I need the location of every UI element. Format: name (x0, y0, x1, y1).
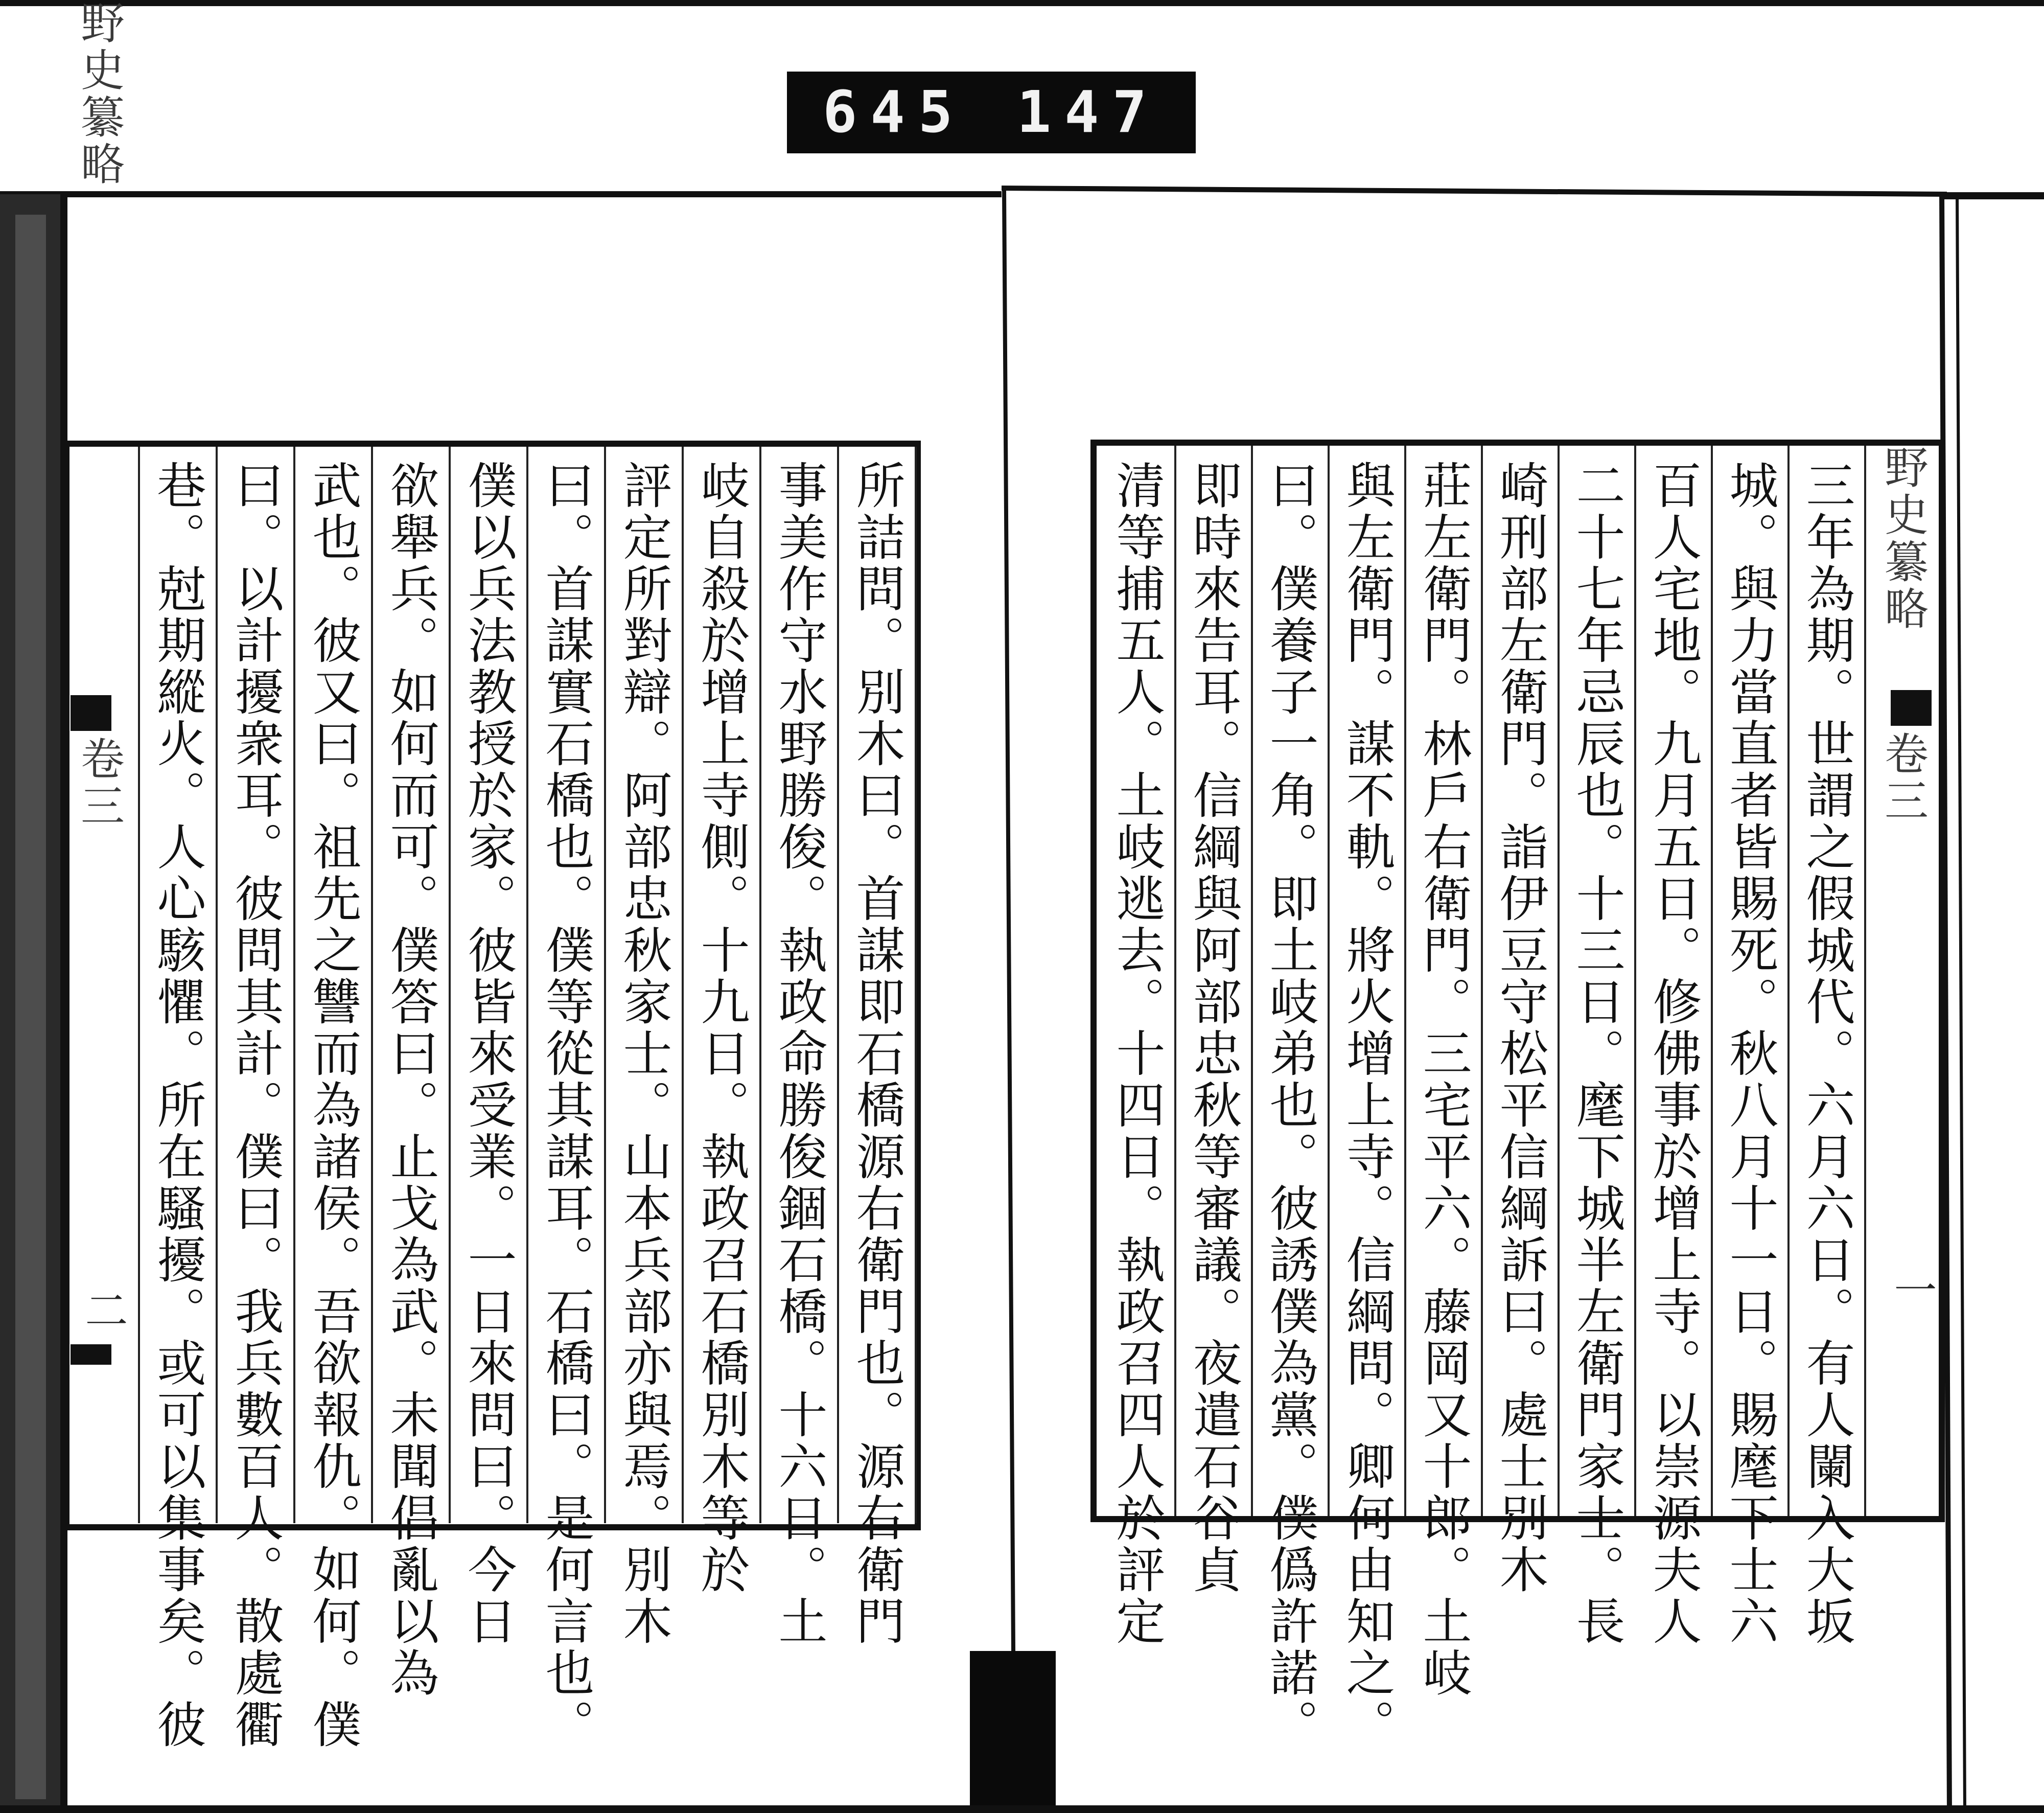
left-page-folio: 二 (78, 1288, 128, 1331)
right-page-folio: 一 (1887, 1268, 1937, 1311)
text-column: 與左衛門。謀不軌。將火增上寺。信綱問。卿何由知之。 (1338, 460, 1396, 1751)
text-column: 評定所對辯。阿部忠秋家士。山本兵部亦與焉。別木 (615, 460, 672, 1647)
text-column: 曰。首謀實石橋也。僕等從其謀耳。石橋曰。是何言也。 (538, 460, 595, 1751)
text-column: 事美作守水野勝俊。執政命勝俊錮石橋。十六日。土 (771, 460, 828, 1647)
text-column: 百人宅地。九月五日。修佛事於增上寺。以崇源夫人 (1645, 460, 1702, 1647)
right-page-text (0, 460, 1942, 1751)
text-column: 武也。彼又曰。祖先之讐而為諸侯。吾欲報仇。如何。僕 (305, 460, 362, 1751)
text-column: 三年為期。世謂之假城代。六月六日。有人闌入大坂 (1798, 460, 1855, 1647)
left-page-volume-label: 卷三 (73, 736, 124, 830)
catalog-number-left: 645 (823, 79, 966, 146)
text-column: 莊左衛門。林戶右衛門。三宅平六。藤岡又十郎。土岐 (1415, 460, 1472, 1699)
catalog-number-right: 147 (1016, 79, 1160, 146)
text-column: 曰。以計擾衆耳。彼問其計。僕曰。我兵數百人。散處衢 (227, 460, 284, 1751)
text-column: 崎刑部左衛門。詣伊豆守松平信綱訴曰。處士別木 (1492, 460, 1549, 1596)
text-column: 巷。尅期縱火。人心駭懼。所在騷擾。或可以集事矣。彼 (149, 460, 206, 1751)
text-column: 二十七年忌辰也。十三日。麾下城半左衛門家士。長 (1568, 460, 1625, 1647)
right-page-book-label: 野史纂略 (1877, 445, 1928, 633)
text-column: 所詰問。別木曰。首謀即石橋源右衛門也。源右衛門 (848, 460, 905, 1647)
text-column: 清等捕五人。土岐逃去。十四日。執政召四人於評定 (1108, 460, 1166, 1647)
text-column: 岐自殺於增上寺側。十九日。執政召石橋別木等於 (693, 460, 750, 1596)
text-column: 僕以兵法教授於家。彼皆來受業。一日來問曰。今日 (460, 460, 517, 1647)
text-column: 曰。僕養子一角。即土岐弟也。彼誘僕為黨。僕僞許諾。 (1262, 460, 1319, 1751)
left-page-book-label: 野史纂略 (73, 0, 124, 188)
right-page-volume-label: 卷三 (1877, 731, 1928, 825)
text-column: 城。與力當直者皆賜死。秋八月十一日。賜麾下士六 (1722, 460, 1779, 1647)
text-column: 欲舉兵。如何而可。僕答曰。止戈為武。未聞倡亂以為 (382, 460, 439, 1699)
text-column: 即時來告耳。信綱與阿部忠秋等審議。夜遣石谷貞 (1185, 460, 1242, 1596)
catalog-number-plate (787, 72, 1196, 153)
